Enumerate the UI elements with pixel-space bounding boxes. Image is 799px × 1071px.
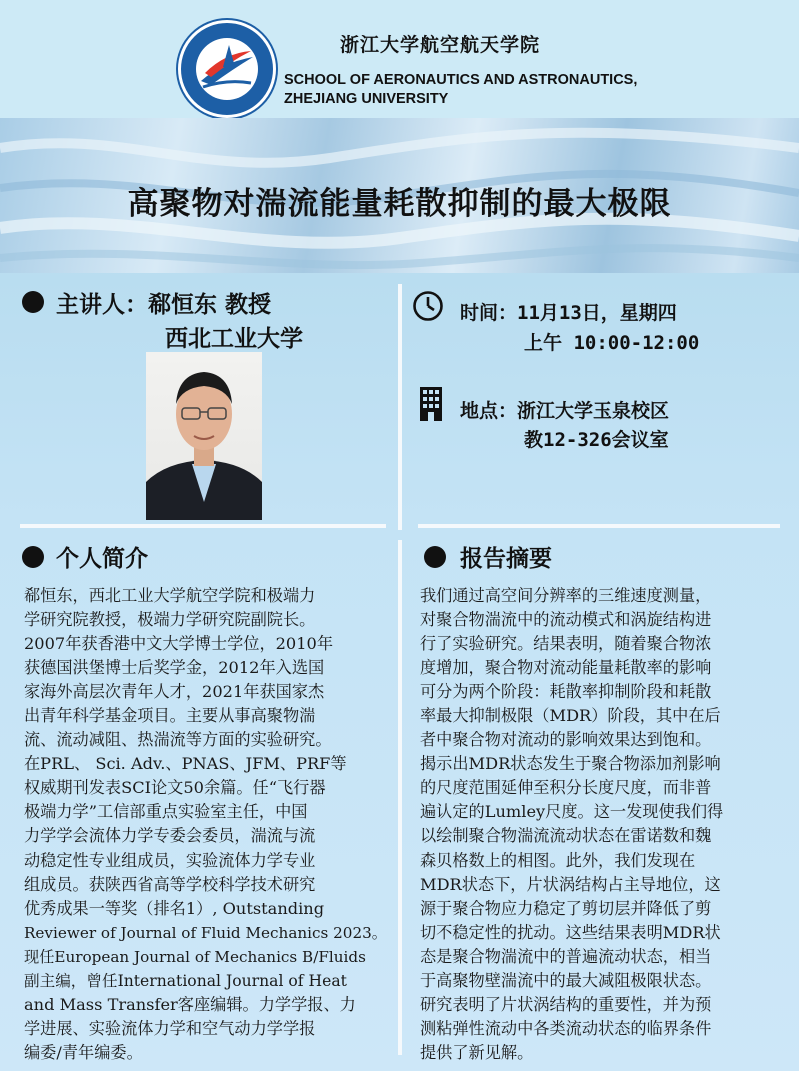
- abstract-heading: 报告摘要: [460, 546, 552, 572]
- school-name-en-line2: ZHEJIANG UNIVERSITY: [284, 91, 449, 107]
- clock-icon: [412, 290, 444, 326]
- divider: [20, 524, 386, 528]
- school-name-en-line1: SCHOOL OF AERONAUTICS AND ASTRONAUTICS,: [284, 72, 638, 88]
- speaker-photo: [146, 352, 262, 520]
- place-campus: 地点：浙江大学玉泉校区: [460, 400, 670, 422]
- speaker-affiliation: 西北工业大学: [165, 326, 303, 352]
- university-seal-icon: [178, 20, 276, 118]
- divider: [398, 540, 402, 1055]
- building-icon: [420, 387, 442, 425]
- speaker-name: 主讲人：郗恒东 教授: [56, 292, 272, 318]
- bio-text: 郗恒东，西北工业大学航空学院和极端力 学研究院教授，极端力学研究院副院长。 2007年获香港中文大学博士学位，2010年 获德国洪堡博士后奖学金，2012年入选国 家海外高层次青年人才，2021年获国家杰 出青年科学基金项目。主要从事高聚物湍 流、流动减阻、热湍流等方面的实验研究。 在PRL、 Sci. Adv.、PNAS、JFM、PRF等 权威期刊发表SCI论文50余篇。任“飞行器 极端力学”工信部重点实验室主任，中国 力学学会流体力学专委会委员，湍流与流 动稳定性专业组成员，实验流体力学专业 组成员。获陕西省高等学校科学技术研究 优秀成果一等奖（排名1）, Outstanding Reviewer of Journal of Fluid Mechanics 2023。 现任European Journal of Mechanics B/Fluids 副主编，曾任International Journal of Heat and Mass Transfer客座编辑。力学学报、力 学进展、实验流体力学和空气动力学学报 编委/青年编委。: [24, 586, 387, 1062]
- bullet-icon: [424, 546, 446, 568]
- lecture-title: 高聚物对湍流能量耗散抑制的最大极限: [127, 186, 672, 222]
- time-hours: 上午 10:00-12:00: [524, 332, 700, 354]
- bullet-icon: [22, 291, 44, 313]
- time-date: 时间：11月13日，星期四: [460, 302, 677, 324]
- abstract-text: 我们通过高空间分辨率的三维速度测量， 对聚合物湍流中的流动模式和涡旋结构进 行了实验研究。结果表明，随着聚合物浓 度增加，聚合物对流动能量耗散率的影响 可分为两个阶段：耗散率抑制阶段和耗散 率最大抑制极限（MDR）阶段，其中在后 者中聚合物对流动的影响效果达到饱和。 揭示出MDR状态发生于聚合物添加剂影响 的尺度范围延伸至积分长度尺度，而非普 遍认定的Lumley尺度。这一发现使我们得 以绘制聚合物湍流流动状态在雷诺数和魏 森贝格数上的相图。此外，我们发现在 MDR状态下，片状涡结构占主导地位，这 源于聚合物应力稳定了剪切层并降低了剪 切不稳定性的扰动。这些结果表明MDR状 态是聚合物湍流中的普遍流动状态，相当 于高聚物壁湍流中的最大减阻极限状态。 研究表明了片状涡结构的重要性，并为预 测粘弹性流动中各类流动状态的临界条件 提供了新见解。: [420, 586, 724, 1062]
- header: [0, 0, 799, 118]
- bullet-icon: [22, 546, 44, 568]
- divider: [418, 524, 780, 528]
- place-room: 教12-326会议室: [524, 429, 669, 451]
- bio-heading: 个人简介: [56, 546, 148, 572]
- school-name-cn: 浙江大学航空航天学院: [340, 34, 541, 56]
- divider: [398, 284, 402, 530]
